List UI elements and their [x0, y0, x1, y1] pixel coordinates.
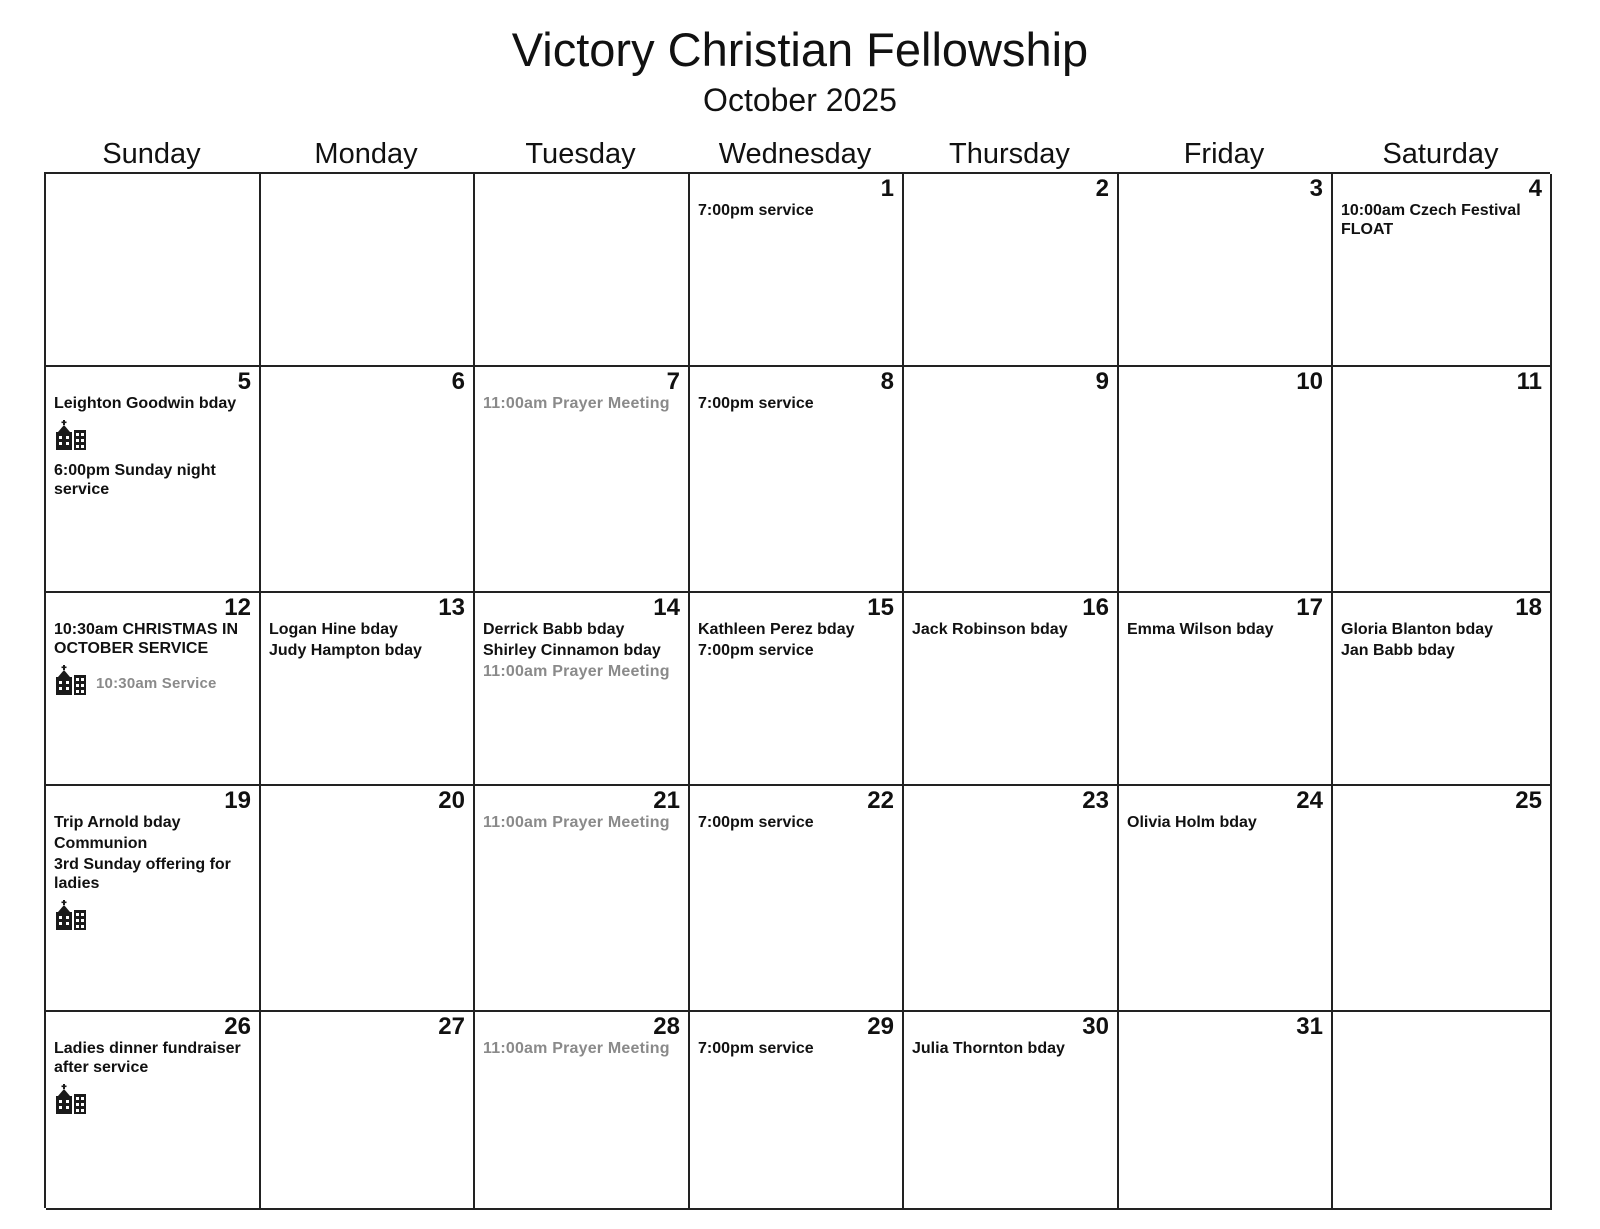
church-building-icon: [54, 420, 88, 455]
calendar-event[interactable]: 7:00pm service: [698, 202, 814, 219]
calendar-event[interactable]: 3rd Sunday offering for ladies: [54, 856, 231, 892]
calendar-event[interactable]: Derrick Babb bday: [483, 621, 625, 638]
church-building-icon: [54, 900, 88, 935]
page-title: Victory Christian Fellowship: [511, 23, 1089, 76]
day-number: 10: [1296, 368, 1323, 395]
calendar-event[interactable]: Logan Hine bday: [269, 621, 398, 638]
day-cell-11[interactable]: [1333, 367, 1552, 593]
day-number: 27: [438, 1013, 465, 1040]
day-number: 12: [224, 594, 251, 621]
event-list: [912, 620, 1109, 641]
weekday-thursday: Thursday: [949, 138, 1070, 170]
day-cell-2[interactable]: [904, 174, 1119, 367]
day-cell-1[interactable]: [690, 174, 904, 367]
day-cell-27[interactable]: [261, 1012, 475, 1210]
weekday-saturday: Saturday: [1382, 138, 1499, 170]
day-number: 18: [1515, 594, 1542, 621]
day-cell-4[interactable]: [1333, 174, 1552, 367]
day-cell-23[interactable]: [904, 786, 1119, 1012]
calendar-event[interactable]: 7:00pm service: [698, 395, 814, 412]
day-cell-26[interactable]: [46, 1012, 261, 1210]
calendar-event[interactable]: Emma Wilson bday: [1127, 621, 1274, 638]
day-cell-8[interactable]: [690, 367, 904, 593]
day-number: 8: [880, 368, 894, 395]
day-cell-28[interactable]: [475, 1012, 690, 1210]
calendar-event[interactable]: Julia Thornton bday: [912, 1040, 1065, 1057]
day-number: 5: [237, 368, 251, 395]
event-list: [698, 201, 894, 222]
day-cell-7[interactable]: [475, 367, 690, 593]
event-list: [54, 394, 251, 501]
event-list: [483, 813, 680, 834]
calendar-event[interactable]: Kathleen Perez bday: [698, 621, 855, 638]
day-cell-3[interactable]: [1119, 174, 1333, 367]
day-cell-18[interactable]: [1333, 593, 1552, 786]
day-number: 21: [653, 787, 680, 814]
event-list: [54, 620, 251, 706]
calendar-event[interactable]: 10:30am Service: [96, 674, 217, 692]
day-number: 20: [438, 787, 465, 814]
day-number: 9: [1095, 368, 1109, 395]
month-title: October 2025: [703, 82, 897, 118]
event-list: [698, 394, 894, 415]
day-cell-13[interactable]: [261, 593, 475, 786]
day-cell-6[interactable]: [261, 367, 475, 593]
day-number: 29: [867, 1013, 894, 1040]
calendar-event[interactable]: 11:00am Prayer Meeting: [483, 663, 670, 680]
day-cell-31[interactable]: [1119, 1012, 1333, 1210]
day-number: 14: [653, 594, 680, 621]
day-cell-21[interactable]: [475, 786, 690, 1012]
event-list: [1127, 620, 1323, 641]
day-number: 26: [224, 1013, 251, 1040]
church-building-icon: [54, 1084, 88, 1119]
day-cell-20[interactable]: [261, 786, 475, 1012]
day-number: 16: [1082, 594, 1109, 621]
day-number: 31: [1296, 1013, 1323, 1040]
event-list: [912, 1039, 1109, 1060]
calendar-event[interactable]: Jack Robinson bday: [912, 621, 1068, 638]
day-number: 30: [1082, 1013, 1109, 1040]
day-number: 6: [451, 368, 465, 395]
day-cell-10[interactable]: [1119, 367, 1333, 593]
day-cell-22[interactable]: [690, 786, 904, 1012]
day-number: 3: [1309, 175, 1323, 202]
church-icon-row: [54, 415, 251, 461]
day-number: 19: [224, 787, 251, 814]
event-list: [1127, 813, 1323, 834]
day-cell-24[interactable]: [1119, 786, 1333, 1012]
day-number: 2: [1095, 175, 1109, 202]
day-cell-14[interactable]: [475, 593, 690, 786]
day-number: 1: [880, 175, 894, 202]
weekday-sunday: Sunday: [102, 138, 201, 170]
event-list: [698, 620, 894, 662]
day-number: 25: [1515, 787, 1542, 814]
event-list: [483, 620, 680, 683]
weekday-tuesday: Tuesday: [525, 138, 636, 170]
event-list: [1341, 620, 1542, 662]
calendar-event[interactable]: Judy Hampton bday: [269, 642, 422, 659]
calendar-event[interactable]: 11:00am Prayer Meeting: [483, 395, 670, 412]
day-cell-empty[interactable]: [261, 174, 475, 367]
calendar-event[interactable]: Shirley Cinnamon bday: [483, 642, 661, 659]
day-cell-30[interactable]: [904, 1012, 1119, 1210]
day-cell-25[interactable]: [1333, 786, 1552, 1012]
event-list: [698, 1039, 894, 1060]
day-number: 17: [1296, 594, 1323, 621]
calendar-event[interactable]: Ladies dinner fundraiser after service: [54, 1040, 241, 1076]
day-cell-19[interactable]: [46, 786, 261, 1012]
day-number: 11: [1516, 368, 1542, 395]
calendar-event[interactable]: Jan Babb bday: [1341, 642, 1455, 659]
day-cell-17[interactable]: [1119, 593, 1333, 786]
church-icon-row: [54, 895, 251, 941]
day-cell-5[interactable]: [46, 367, 261, 593]
calendar-event[interactable]: 7:00pm service: [698, 642, 814, 659]
day-cell-empty[interactable]: [475, 174, 690, 367]
event-list: [483, 1039, 680, 1060]
weekday-friday: Friday: [1183, 138, 1265, 170]
calendar-event[interactable]: Leighton Goodwin bday: [54, 395, 237, 412]
church-building-icon: [54, 665, 88, 700]
calendar-event[interactable]: 11:00am Prayer Meeting: [483, 814, 670, 831]
day-number: 28: [653, 1013, 680, 1040]
calendar-grid: [44, 172, 1550, 1208]
day-cell-12[interactable]: [46, 593, 261, 786]
event-list: [483, 394, 680, 415]
day-cell-16[interactable]: [904, 593, 1119, 786]
calendar-event[interactable]: 11:00am Prayer Meeting: [483, 1040, 670, 1057]
day-number: 7: [666, 368, 680, 395]
day-cell-empty[interactable]: [1333, 1012, 1552, 1210]
day-cell-29[interactable]: [690, 1012, 904, 1210]
calendar-event[interactable]: 7:00pm service: [698, 1040, 814, 1057]
calendar-event[interactable]: 10:30am CHRISTMAS IN OCTOBER SERVICE: [54, 621, 239, 657]
calendar-event[interactable]: Communion: [54, 835, 148, 852]
weekday-monday: Monday: [314, 138, 418, 170]
day-cell-empty[interactable]: [46, 174, 261, 367]
calendar-event[interactable]: 6:00pm Sunday night service: [54, 462, 216, 498]
church-icon-row: [54, 660, 251, 706]
day-number: 13: [438, 594, 465, 621]
calendar-event[interactable]: 10:00am Czech Festival FLOAT: [1341, 202, 1521, 238]
calendar-event[interactable]: Olivia Holm bday: [1127, 814, 1257, 831]
church-icon-row: [54, 1079, 251, 1125]
event-list: [269, 620, 465, 662]
day-number: 22: [867, 787, 894, 814]
day-number: 24: [1296, 787, 1323, 814]
event-list: [54, 1039, 251, 1125]
event-list: [698, 813, 894, 834]
calendar-event[interactable]: 7:00pm service: [698, 814, 814, 831]
day-number: 15: [867, 594, 894, 621]
calendar-event[interactable]: Trip Arnold bday: [54, 814, 181, 831]
day-cell-9[interactable]: [904, 367, 1119, 593]
weekday-wednesday: Wednesday: [718, 138, 872, 170]
event-list: [1341, 201, 1542, 241]
day-number: 23: [1082, 787, 1109, 814]
calendar-event[interactable]: Gloria Blanton bday: [1341, 621, 1494, 638]
event-list: [54, 813, 251, 941]
weekday-header-row: [44, 134, 1550, 174]
day-cell-15[interactable]: [690, 593, 904, 786]
day-number: 4: [1528, 175, 1542, 202]
